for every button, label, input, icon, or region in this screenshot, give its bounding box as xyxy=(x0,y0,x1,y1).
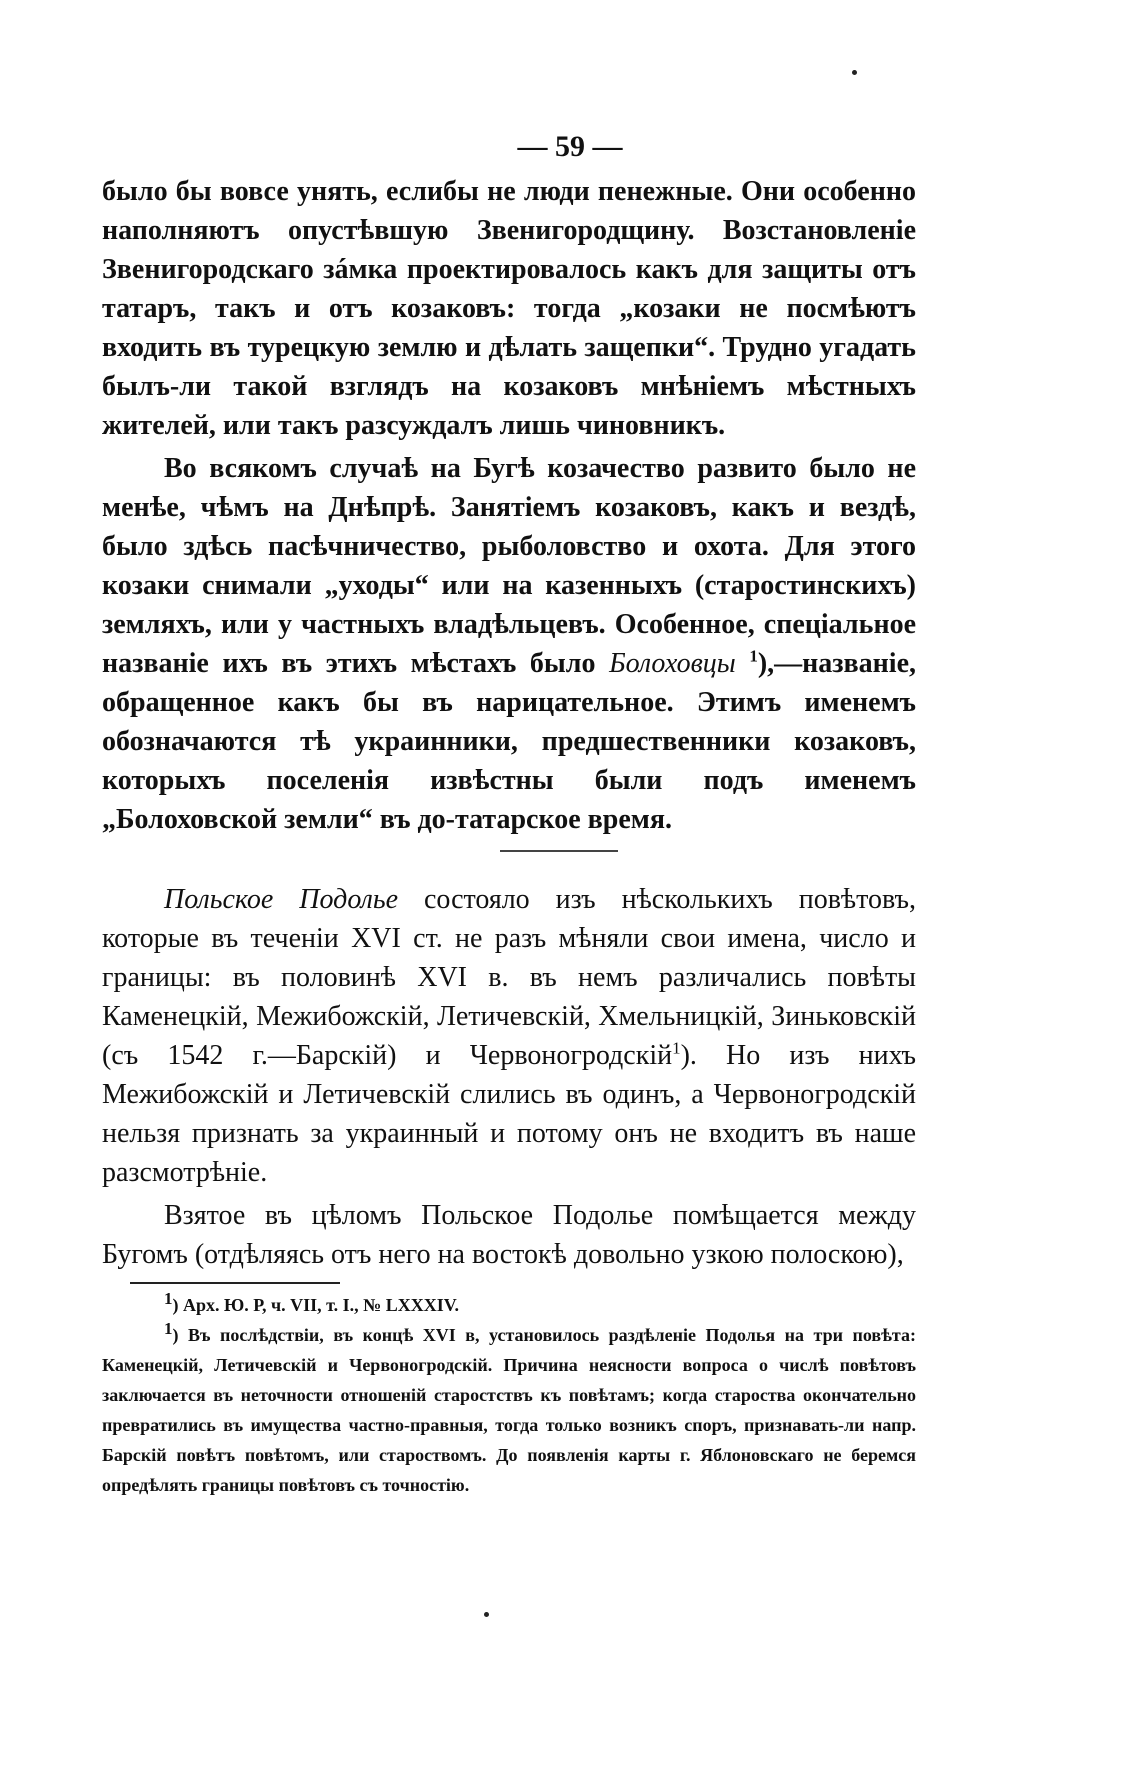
paragraph-text: ). Но изъ нихъ Межибожскій и Летичевскій слились въ одинъ, а Червоногродскій нельзя признать за украинный и потому онъ не входитъ въ наше разсмотрѣніе. xyxy=(102,1040,916,1188)
footnote-rule xyxy=(130,1282,340,1284)
paragraph xyxy=(102,449,916,839)
italic-term: Польское Подолье xyxy=(164,884,398,915)
paragraph: было бы вовсе унять, еслибы не люди пенежные. Они особенно наполняютъ опустѣвшую Звенигородщину. Возстановленіе Звенигородскаго зáмка проектировалось какъ для защиты отъ татаръ, такъ и отъ козаковъ: тогда „козаки не посмѣютъ входить въ турецкую землю и дѣлать защепки“. Трудно угадать былъ-ли такой взглядъ на козаковъ мнѣніемъ мѣстныхъ жителей, или такъ разсуждалъ лишь чиновникъ. xyxy=(102,176,916,441)
paragraph xyxy=(102,880,916,1192)
page-number: — 59 — xyxy=(517,130,623,163)
section-separator xyxy=(500,850,618,852)
footnote-mark: 1 xyxy=(164,1319,173,1338)
speck-mark xyxy=(484,1612,489,1617)
paragraph-text: Во всякомъ случаѣ на Бугѣ козачество развито было не менѣе, чѣмъ на Днѣпрѣ. Занятіемъ козаковъ, какъ и вездѣ, было здѣсь пасѣчничество, рыболовство и охота. Для этого козаки снимали „уходы“ или на казенныхъ (старостинскихъ) земляхъ, или у частныхъ владѣльцевъ. Особенное, спеціальное названіе ихъ въ этихъ мѣстахъ было xyxy=(102,453,916,679)
footnote-mark: 1 xyxy=(749,646,758,666)
section-one xyxy=(102,172,916,839)
footnote-text: ) Въ послѣдствіи, въ концѣ XVI в, установилось раздѣленіе Подолья на три повѣта: Каменецкій, Летичевскій и Червоногродскій. Причина неясности вопроса о числѣ повѣтовъ заключается въ неточности отношеній старостствъ къ повѣтамъ; когда староства окончательно превратились въ имущества частно-правныя, тогда только возникъ споръ, признавать-ли напр. Барскій повѣтъ повѣтомъ, или староствомъ. До появленія карты г. Яблоновскаго не беремся опредѣлять границы повѣтовъ съ точностію. xyxy=(102,1325,916,1495)
paragraph: Взятое въ цѣломъ Польское Подолье помѣщается между Бугомъ (отдѣляясь отъ него на востокѣ довольно узкою полоскою), xyxy=(102,1200,916,1270)
footnote-mark: 1 xyxy=(164,1289,173,1308)
section-two xyxy=(102,880,916,1274)
footnote-text: ) Арх. Ю. Р, ч. VII, т. I., № LXXXIV. xyxy=(172,1295,459,1315)
speck-mark xyxy=(852,70,857,75)
paragraph-text: ),—названіе, обращенное какъ бы въ нарицательное. Этимъ именемъ обозначаются тѣ украинники, предшественники козаковъ, которыхъ поселенія извѣстны были подъ именемъ „Болоховской земли“ въ до-татарское время. xyxy=(102,648,916,835)
italic-term: Болоховцы xyxy=(609,648,736,679)
footnotes xyxy=(102,1290,916,1500)
footnote xyxy=(102,1290,916,1320)
paragraph-text: состояло изъ нѣсколькихъ повѣтовъ, которые въ теченіи XVI ст. не разъ мѣняли свои имена, число и границы: въ половинѣ XVI в. въ немъ различались повѣты Каменецкій, Межибожскій, Летичевскій, Хмельницкій, Зиньковскій (съ 1542 г.—Барскій) и Червоногродскій xyxy=(102,884,916,1071)
footnote xyxy=(102,1320,916,1500)
footnote-mark: 1 xyxy=(672,1038,681,1058)
